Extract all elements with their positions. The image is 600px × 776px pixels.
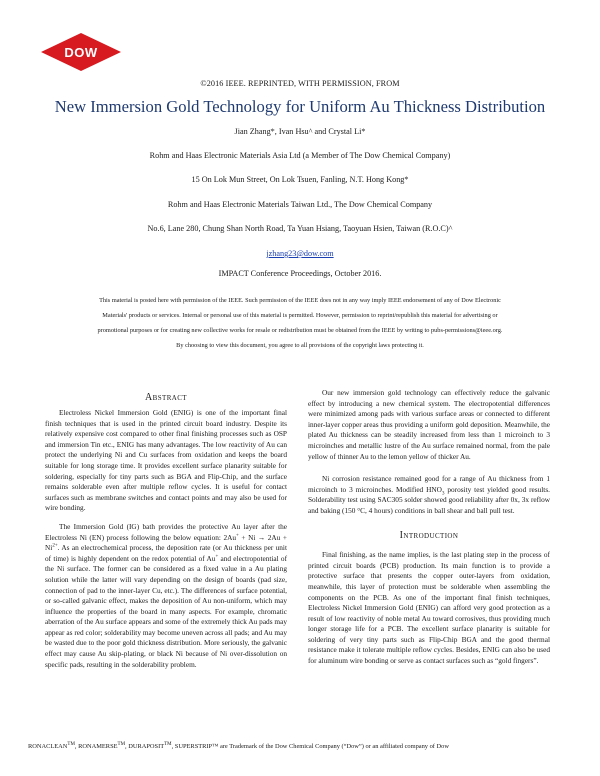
conference-line: IMPACT Conference Proceedings, October 2016.: [218, 269, 382, 278]
affiliation-2-address: No.6, Lane 280, Chung Shan North Road, Ta Yuan Hsiang, Taoyuan Hsien, Taiwan (R.O.C)^: [147, 224, 453, 233]
notice-line: This material is posted here with permission of the IEEE. Such permission of the IEEE does not in any way imply IEEE endorsement of any of Dow Electronic: [99, 297, 501, 304]
abstract-paragraph-3: Our new immersion gold technology can effectively reduce the galvanic effect by introducing a new chemical system. The electropotential differences were minimized among pads with various surface areas or connected to different inner-layer copper areas thus providing a uniform gold deposition. Meanwhile, the plated Au thickness can be steadily increased from less than 1 microinch to 3 microinches and metallic lustre of the Au surface remained normal, from the pale yellow of thinner Au to the lemon yellow of thicker Au.: [308, 388, 550, 461]
notice-line: Materials' products or services. Internal or personal use of this material is permitted. However, permission to reprint/republish this material for advertising or: [102, 312, 498, 319]
affiliation-2-name: Rohm and Haas Electronic Materials Taiwan Ltd., The Dow Chemical Company: [167, 200, 433, 209]
introduction-paragraph-1: Final finishing, as the name implies, is the last plating step in the process of printed circuit boards (PCB) production. Its main function is to provide a protective surface that presents the copper outer-layers from oxidation, meanwhile, this layer of protection must be solderable when assembling the components on the PCB. As one of the important final finish techniques, Electroless Nickel Immersion Gold (ENIG) can afford very good protection as a result of low reactivity of noble metal Au toward corrosives, thus providing much longer storage life for a PCB. The excellent surface planarity is suitable for soldering of very tiny parts such as Flip-Chip BGA and the good thermal resistance make it tolerate multiple reflow cycles. Besides, ENIG can also be used for aluminum wire bonding or serve as contact surfaces such as “gold fingers”.: [308, 550, 550, 666]
dow-logo-text: DOW: [64, 45, 98, 60]
notice-line: promotional purposes or for creating new collective works for resale or redistribution must be obtained from the IEEE by writing to pubs-permissions@ieee.org.: [97, 327, 503, 334]
affiliation-1-name: Rohm and Haas Electronic Materials Asia Ltd (a Member of The Dow Chemical Company): [149, 151, 451, 160]
introduction-heading: Introduction: [399, 529, 459, 541]
paper-title: New Immersion Gold Technology for Uniform Au Thickness Distribution: [54, 97, 546, 116]
abstract-paragraph-2: The Immersion Gold (IG) bath provides the protective Au layer after the Electroless Ni (EN) process following the below equation: $2Au^+ + Ni \to 2Au + Ni^{2+}$. As an electrochemical process, the deposition rate (or Au thickness per unit of time) is highly dependent on the redox potential of Au+ and electropotential of the Ni surface. The former can be considered as a fixed value in a Au plating solution while the latter will vary depending on the design of boards (pad size, connection of pad to the inner-layer Cu, etc.). The differences of surface potential, or so-called galvanic effect, makes the deposition of Au non-uniform, which may influence the properties of the board in many aspects. For example, chromatic aberration of the Au surface appears and some of the extremely thick Au pads may appear as red color; solderability may become uneven across all pads; and Au may be wasted due to the poor gold thickness distribution. More seriously, the galvanic effect may cause Au skip-plating, or black Ni because of Ni over-dissolution on specific pads, resulting in the solderability problem.: [45, 521, 288, 669]
ieee-permission-notice: [40, 293, 560, 353]
trademark-footer: RONACLEAN™, RONAMERSE™, DURAPOSIT™, SUPERSTRIP™ are Trademark of the Dow Chemical Company (“Dow”) or an affiliated company of Dow: [28, 741, 449, 750]
abstract-paragraph-4: Ni corrosion resistance remained good for a range of Au thickness from 1 microinch to 3 microinches. Modified $HNO_3$ porosity test yielded good results. Solderability test using SAC305 solder showed good reliability after 0x, 3x reflow and baking (150 °C, 4 hours) conditions in ball shear and ball pull test.: [308, 474, 551, 515]
dow-logo: [40, 32, 122, 72]
authors: Jian Zhang*, Ivan Hsu^ and Crystal Li*: [234, 127, 366, 136]
author-email-link[interactable]: jzhang23@dow.com: [266, 249, 334, 258]
affiliation-1-address: 15 On Lok Mun Street, On Lok Tsuen, Fanling, N.T. Hong Kong*: [191, 175, 409, 184]
right-column: [308, 388, 550, 667]
notice-line: By choosing to view this document, you agree to all provisions of the copyright laws protecting it.: [176, 342, 424, 349]
copyright-line: ©2016 IEEE. REPRINTED, WITH PERMISSION, FROM: [200, 79, 400, 88]
abstract-heading: Abstract: [145, 392, 187, 403]
left-column: [45, 408, 287, 670]
abstract-paragraph-1: Electroless Nickel Immersion Gold (ENIG) is one of the important final finish techniques that is used in the printed circuit board industry. Despite its relatively expensive cost compared to other final finishing processes such as OSP and immersion Tin etc., ENIG has many advantages. The low reactivity of Au can protect the underlying Ni and Cu surfaces from oxidation and keeps the board suitable for long storage time. It provides excellent surface planarity suitable for soldering, especially for tiny parts such as BGA and Flip-Chip, and the surface remains solderable even after multiple reflow cycles. It is useful for contact surfaces such as membrane switches and contact points and may also be used for wire bonding.: [45, 408, 287, 513]
